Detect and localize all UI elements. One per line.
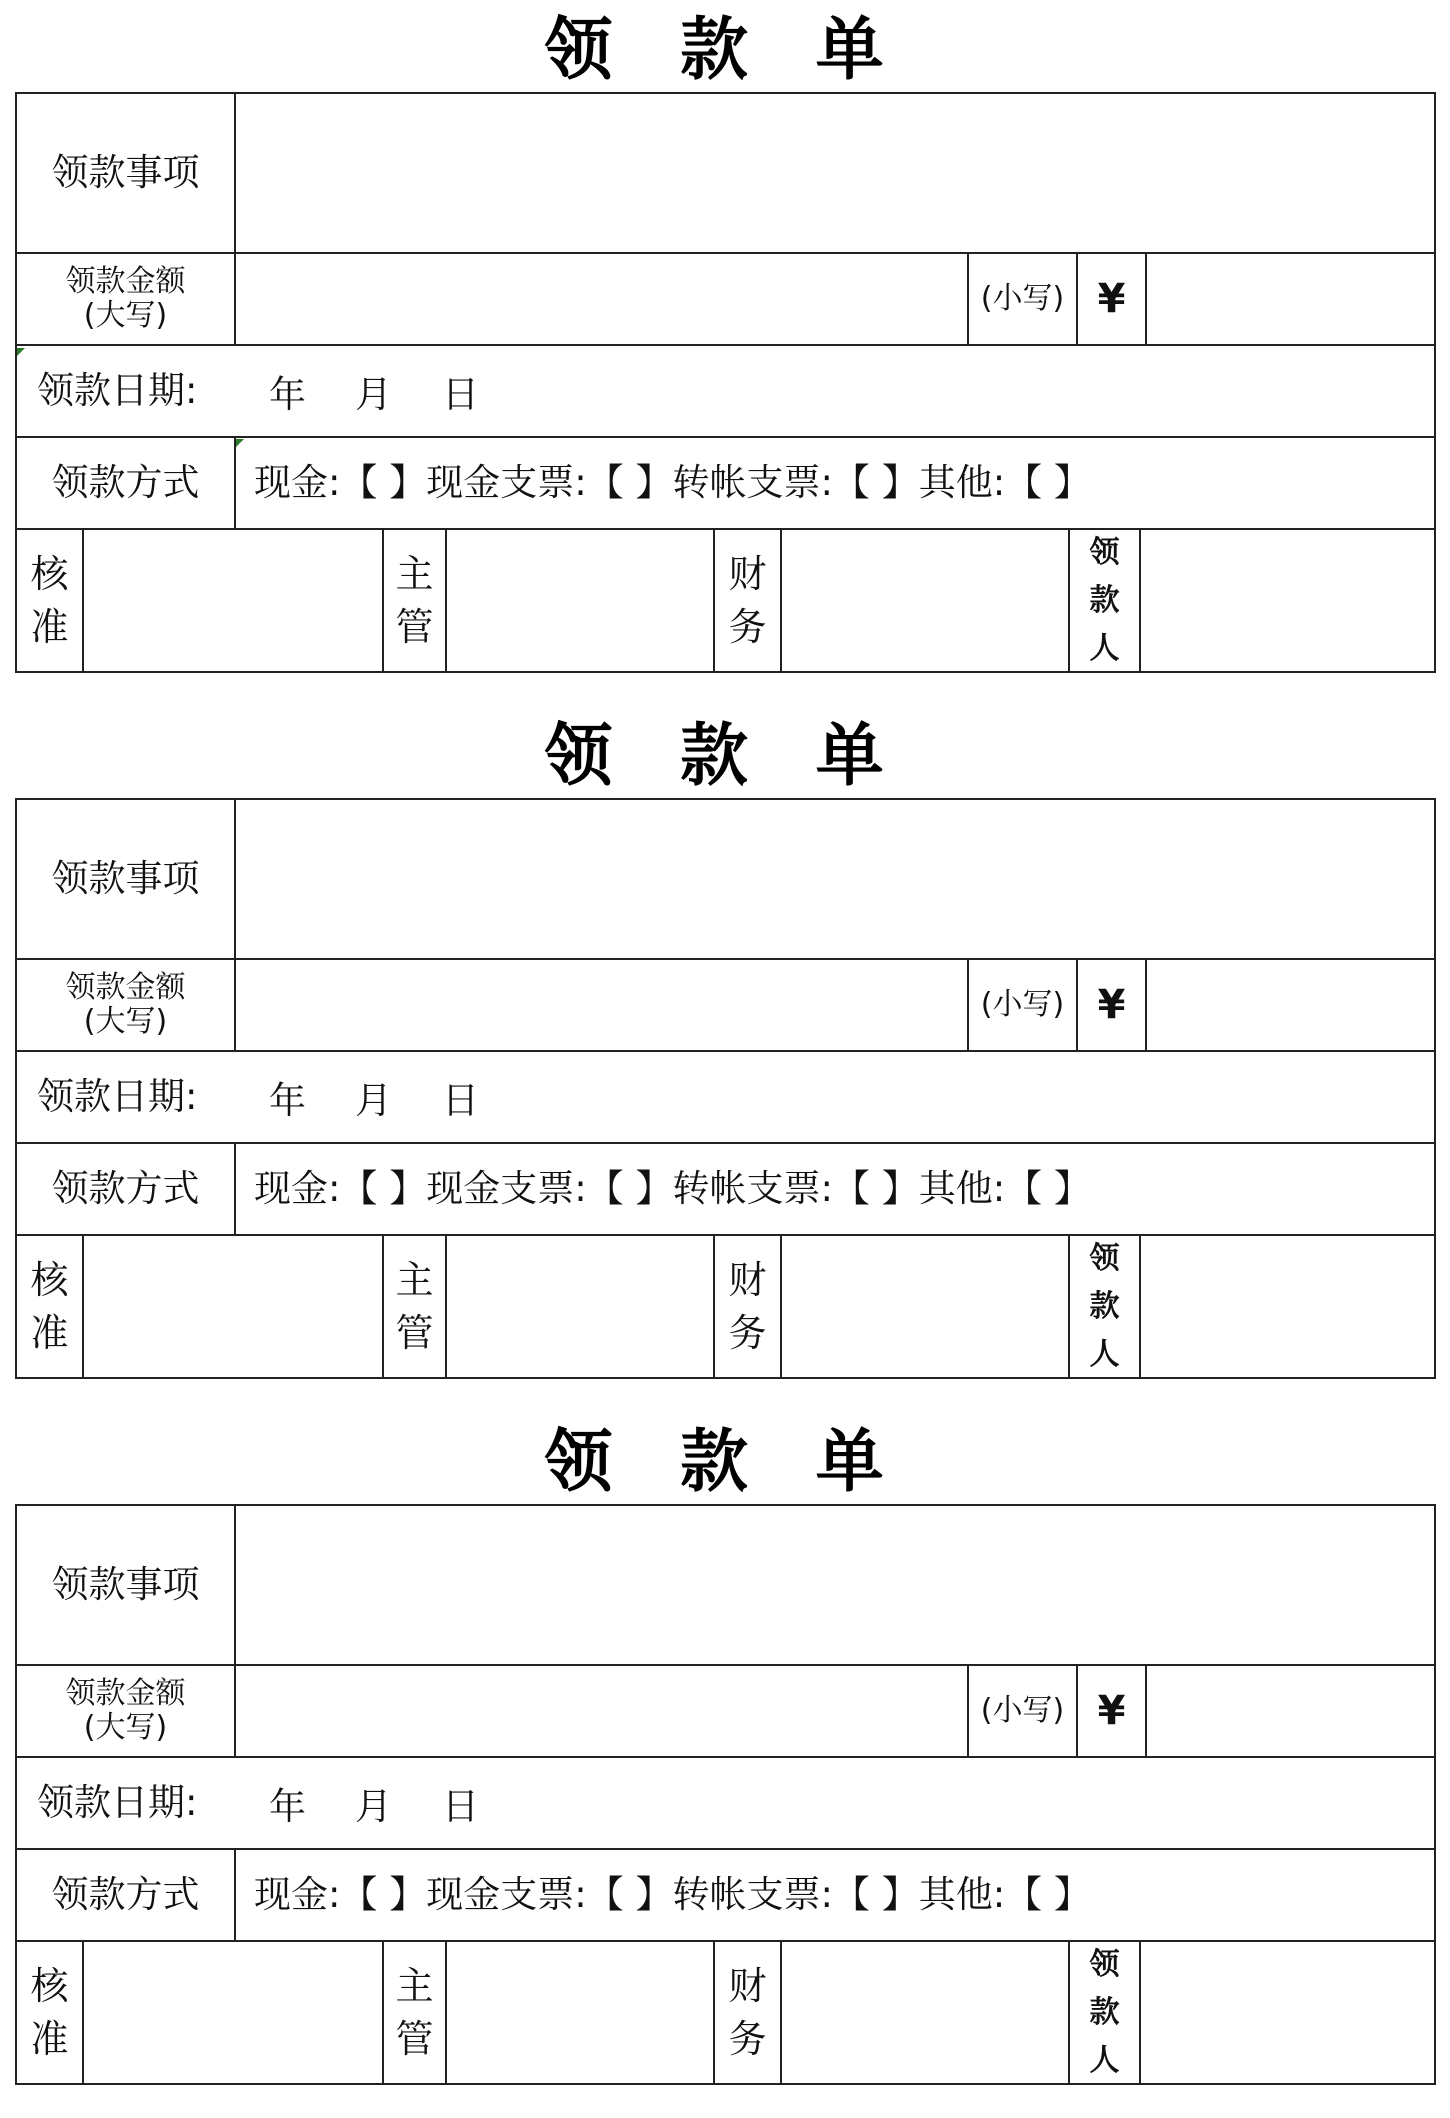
receipt-form xyxy=(0,1412,1450,2118)
date-month: 月 xyxy=(355,373,392,416)
form-title: 领 款 单 xyxy=(544,1422,906,1502)
vertical-char: 款 xyxy=(1089,1994,1120,2030)
approve-label xyxy=(17,1236,84,1377)
vertical-char: 务 xyxy=(728,604,767,649)
item-field[interactable] xyxy=(236,1506,1434,1666)
amount-uppercase-field[interactable] xyxy=(236,1666,969,1758)
form-table xyxy=(15,92,1436,673)
finance-label xyxy=(715,530,782,671)
form-title: 领 款 单 xyxy=(544,10,906,90)
amount-label-line: 领款金额 xyxy=(65,1675,186,1711)
method-option-cash-check[interactable]: 现金支票:【 】 xyxy=(426,460,673,504)
vertical-char: 核 xyxy=(30,552,69,597)
vertical-char: 管 xyxy=(395,2016,434,2061)
method-option-cash-check[interactable]: 现金支票:【 】 xyxy=(426,1872,673,1916)
method-label: 领款方式 xyxy=(17,1144,236,1236)
vertical-char: 管 xyxy=(395,604,434,649)
finance-label xyxy=(715,1236,782,1377)
vertical-char: 主 xyxy=(395,1964,434,2009)
amount-label-line: (大写) xyxy=(83,1004,168,1039)
amount-label-line: (大写) xyxy=(83,298,168,333)
supervisor-signature-field[interactable] xyxy=(447,1942,715,2083)
amount-label xyxy=(17,254,236,346)
date-year: 年 xyxy=(269,1079,306,1122)
amount-uppercase-field[interactable] xyxy=(236,254,969,346)
supervisor-signature-field[interactable] xyxy=(447,530,715,671)
form-title: 领 款 单 xyxy=(544,716,906,796)
method-option-cash[interactable]: 现金:【 】 xyxy=(254,1872,427,1916)
date-month: 月 xyxy=(355,1785,392,1828)
approve-label xyxy=(17,530,84,671)
supervisor-label xyxy=(384,1942,447,2083)
finance-label xyxy=(715,1942,782,2083)
receipt-form xyxy=(0,0,1450,706)
vertical-char: 款 xyxy=(1089,1288,1120,1324)
vertical-char: 务 xyxy=(728,1310,767,1355)
amount-small-label: (小写) xyxy=(969,254,1078,346)
vertical-char: 领 xyxy=(1089,1946,1120,1982)
payee-label xyxy=(1070,1236,1141,1377)
vertical-char: 准 xyxy=(30,2016,69,2061)
amount-lowercase-field[interactable] xyxy=(1147,1666,1434,1758)
item-label: 领款事项 xyxy=(17,1506,236,1666)
item-label: 领款事项 xyxy=(17,800,236,960)
approve-signature-field[interactable] xyxy=(84,1942,384,2083)
supervisor-signature-field[interactable] xyxy=(447,1236,715,1377)
method-option-other[interactable]: 其他:【 】 xyxy=(918,460,1091,504)
cell-comment-marker xyxy=(17,348,25,356)
finance-signature-field[interactable] xyxy=(782,1236,1070,1377)
date-year: 年 xyxy=(269,373,306,416)
amount-label xyxy=(17,960,236,1052)
finance-signature-field[interactable] xyxy=(782,1942,1070,2083)
vertical-char: 务 xyxy=(728,2016,767,2061)
supervisor-label xyxy=(384,530,447,671)
cell-comment-marker xyxy=(236,439,244,447)
receipt-form xyxy=(0,706,1450,1412)
date-day: 日 xyxy=(442,1079,479,1122)
amount-label-line: 领款金额 xyxy=(65,969,186,1005)
approve-signature-field[interactable] xyxy=(84,1236,384,1377)
amount-small-label: (小写) xyxy=(969,1666,1078,1758)
vertical-char: 财 xyxy=(728,1964,767,2009)
method-label: 领款方式 xyxy=(17,438,236,530)
method-option-transfer-check[interactable]: 转帐支票:【 】 xyxy=(672,1166,919,1210)
form-table xyxy=(15,798,1436,1379)
amount-label-line: (大写) xyxy=(83,1710,168,1745)
vertical-char: 准 xyxy=(30,1310,69,1355)
date-day: 日 xyxy=(442,1785,479,1828)
vertical-char: 主 xyxy=(395,552,434,597)
date-day: 日 xyxy=(442,373,479,416)
finance-signature-field[interactable] xyxy=(782,530,1070,671)
payee-label xyxy=(1070,1942,1141,2083)
payee-signature-field[interactable] xyxy=(1141,1236,1434,1377)
payment-method-options xyxy=(236,1850,1434,1942)
date-parts xyxy=(17,1758,1434,1850)
amount-label-line: 领款金额 xyxy=(65,263,186,299)
date-label: 领款日期: xyxy=(37,1074,198,1118)
item-label: 领款事项 xyxy=(17,94,236,254)
item-field[interactable] xyxy=(236,94,1434,254)
vertical-char: 主 xyxy=(395,1258,434,1303)
approve-signature-field[interactable] xyxy=(84,530,384,671)
amount-lowercase-field[interactable] xyxy=(1147,960,1434,1052)
item-field[interactable] xyxy=(236,800,1434,960)
currency-symbol: ¥ xyxy=(1078,960,1147,1052)
amount-uppercase-field[interactable] xyxy=(236,960,969,1052)
date-parts xyxy=(17,346,1434,438)
vertical-char: 管 xyxy=(395,1310,434,1355)
amount-label xyxy=(17,1666,236,1758)
date-month: 月 xyxy=(355,1079,392,1122)
vertical-char: 领 xyxy=(1089,534,1120,570)
method-label: 领款方式 xyxy=(17,1850,236,1942)
approve-label xyxy=(17,1942,84,2083)
payee-label xyxy=(1070,530,1141,671)
supervisor-label xyxy=(384,1236,447,1377)
vertical-char: 人 xyxy=(1089,2042,1120,2078)
currency-symbol: ¥ xyxy=(1078,254,1147,346)
form-table xyxy=(15,1504,1436,2085)
payment-method-options xyxy=(236,438,1434,530)
currency-symbol: ¥ xyxy=(1078,1666,1147,1758)
vertical-char: 核 xyxy=(30,1258,69,1303)
date-year: 年 xyxy=(269,1785,306,1828)
vertical-char: 领 xyxy=(1089,1240,1120,1276)
payee-signature-field[interactable] xyxy=(1141,1942,1434,2083)
vertical-char: 核 xyxy=(30,1964,69,2009)
amount-lowercase-field[interactable] xyxy=(1147,254,1434,346)
vertical-char: 人 xyxy=(1089,1336,1120,1372)
payee-signature-field[interactable] xyxy=(1141,530,1434,671)
method-option-cash[interactable]: 现金:【 】 xyxy=(254,1166,427,1210)
method-option-other[interactable]: 其他:【 】 xyxy=(918,1166,1091,1210)
method-option-transfer-check[interactable]: 转帐支票:【 】 xyxy=(672,1872,919,1916)
vertical-char: 人 xyxy=(1089,630,1120,666)
date-label: 领款日期: xyxy=(37,368,198,412)
date-parts xyxy=(17,1052,1434,1144)
payment-method-options xyxy=(236,1144,1434,1236)
vertical-char: 款 xyxy=(1089,582,1120,618)
method-option-cash[interactable]: 现金:【 】 xyxy=(254,460,427,504)
date-label: 领款日期: xyxy=(37,1780,198,1824)
vertical-char: 财 xyxy=(728,1258,767,1303)
vertical-char: 准 xyxy=(30,604,69,649)
method-option-transfer-check[interactable]: 转帐支票:【 】 xyxy=(672,460,919,504)
vertical-char: 财 xyxy=(728,552,767,597)
method-option-other[interactable]: 其他:【 】 xyxy=(918,1872,1091,1916)
method-option-cash-check[interactable]: 现金支票:【 】 xyxy=(426,1166,673,1210)
amount-small-label: (小写) xyxy=(969,960,1078,1052)
